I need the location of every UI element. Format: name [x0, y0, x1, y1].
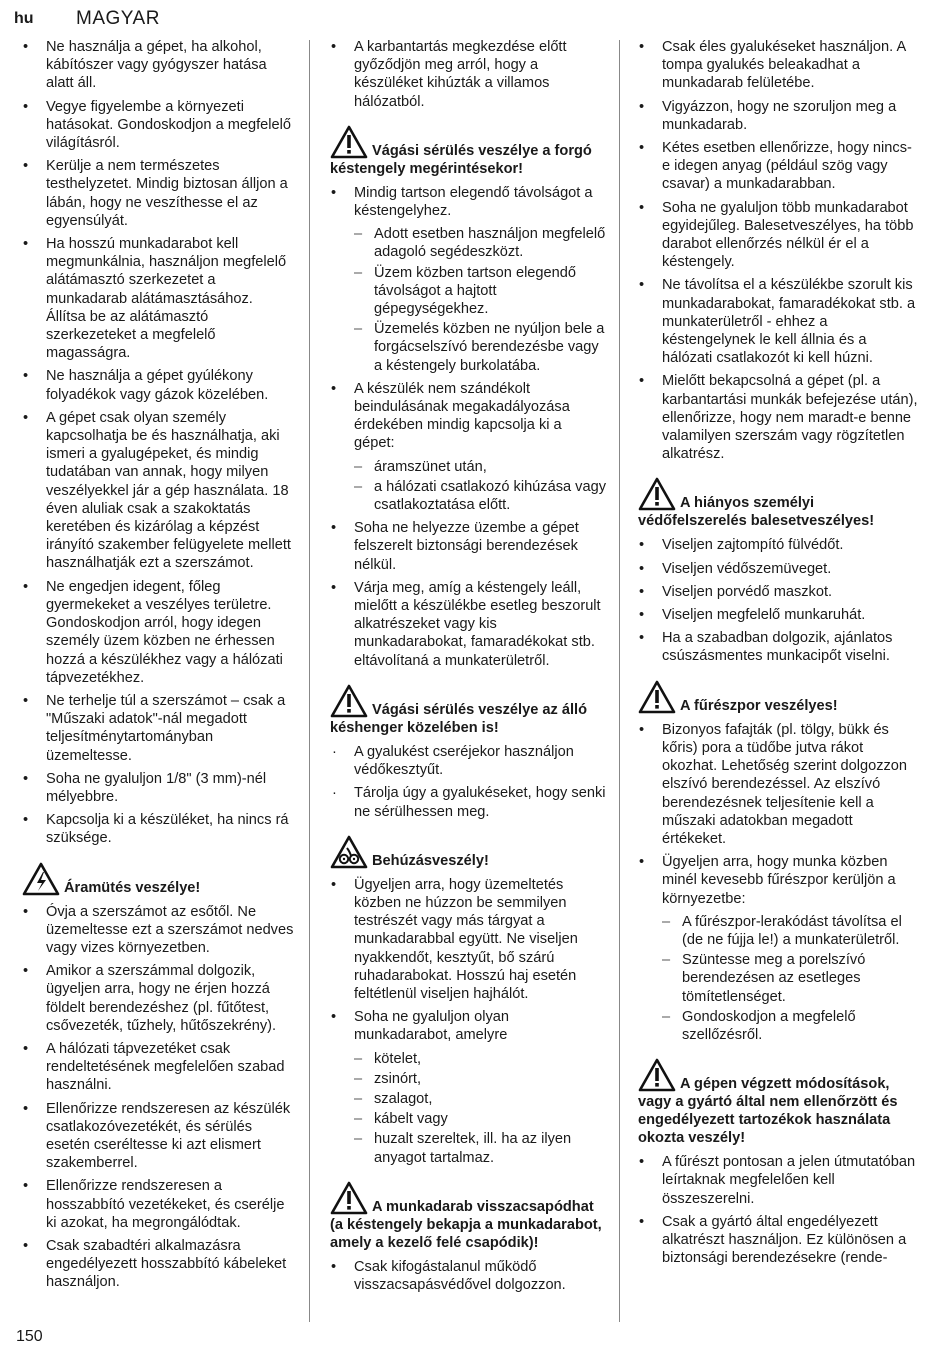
list-item: • Viseljen porvédő maszkot.: [638, 583, 918, 601]
list-item: • Viseljen védőszemüveget.: [638, 560, 918, 578]
list-item: • Csak szabadtéri alkalmazásra engedélyezett hosszabbító kábeleket használjon.: [22, 1237, 294, 1292]
kickback-warning-heading: A munkadarab visszacsapódhat (a késtengely bekapja a munkadarabot, amely a kezelő felé csapódik)!: [330, 1181, 606, 1252]
sub-list-item: – Gondoskodjon a megfelelő szellőzésről.: [638, 1008, 918, 1044]
warning-triangle-icon: [330, 1181, 368, 1215]
sub-list-item: – zsinórt,: [330, 1070, 606, 1088]
sub-list-item: – a hálózati csatlakozó kihúzása vagy csatlakoztatása előtt.: [330, 478, 606, 514]
list-item: • Soha ne gyaluljon több munkadarabot egyidejűleg. Balesetveszélyes, ha több darabot ellenőrzés nélkül ér el a késtengely.: [638, 199, 918, 272]
list-item: • Ha a szabadban dolgozik, ajánlatos csúszásmentes munkacipőt viselni.: [638, 629, 918, 665]
sub-list: [330, 1050, 606, 1167]
list-item: • Ne terhelje túl a szerszámot – csak a "Műszaki adatok"-nál megadott teljesítménytartományban üzemeltesse.: [22, 692, 294, 765]
list-item: • Soha ne gyaluljon 1/8" (3 mm)-nél mélyebbre.: [22, 770, 294, 806]
list-item: • Ellenőrizze rendszeresen a hosszabbító vezetékeket, és cserélje ki azokat, ha megrongálódtak.: [22, 1177, 294, 1232]
warning-triangle-icon: [638, 680, 676, 714]
list-item: • Ügyeljen arra, hogy munka közben minél kevesebb fűrészpor kerüljön a környezetbe:: [638, 853, 918, 908]
electric-hazard-icon: [22, 862, 60, 896]
list-item: • Vigyázzon, hogy ne szoruljon meg a munkadarab.: [638, 98, 918, 134]
sub-list-item: – kábelt vagy: [330, 1110, 606, 1128]
sub-list-item: – Üzem közben tartson elegendő távolságot a hajtott gépegységekhez.: [330, 264, 606, 319]
list-item: • Ne használja a gépet, ha alkohol, kábítószer vagy gyógyszer hatása alatt áll.: [22, 38, 294, 93]
sub-list-item: – Üzemelés közben ne nyúljon bele a forgácselszívó berendezésbe vagy a késtengely burkolatába.: [330, 320, 606, 375]
list-item: • Viseljen megfelelő munkaruhát.: [638, 606, 918, 624]
sub-list-item: – áramszünet után,: [330, 458, 606, 476]
electric-warning-heading: Áramütés veszélye!: [22, 862, 294, 897]
list-item: • Vegye figyelembe a környezeti hatásokat. Gondoskodjon a megfelelő világításról.: [22, 98, 294, 153]
language-name: MAGYAR: [76, 8, 160, 29]
sub-list-item: – A fűrészpor-lerakódást távolítsa el (de ne fújja le!) a munkaterületről.: [638, 913, 918, 949]
list-item: • Csak éles gyalukéseket használjon. A tompa gyalukés beleakadhat a munkadarab felületébe.: [638, 38, 918, 93]
warning-triangle-icon: [330, 684, 368, 718]
list-item: • A fűrészt pontosan a jelen útmutatóban leírtaknak megfelelően kell összeszerelni.: [638, 1153, 918, 1208]
list-item: • Várja meg, amíg a késtengely leáll, mielőtt a készülékbe esetleg beszorult alkatrészeket vagy kis munkadarabokat, famaradékokat stb. eltávolítaná a munkaterületről.: [330, 579, 606, 670]
sub-list: [638, 913, 918, 1044]
list-item: • Amikor a szerszámmal dolgozik, ügyeljen arra, hogy ne érjen hozzá földelt berendezéshez (pl. fűtőtest, csővezeték, tűzhely, hűtőszekrény).: [22, 962, 294, 1035]
sub-list: [330, 458, 606, 515]
column-3: [638, 38, 918, 1272]
list-item: • Óvja a szerszámot az esőtől. Ne üzemeltesse ezt a szerszámot nedves vagy vizes környezetben.: [22, 903, 294, 958]
warning-triangle-icon: [638, 1058, 676, 1092]
modification-warning-heading: A gépen végzett módosítások, vagy a gyártó által nem ellenőrzött és engedélyezett tartozékok használata okozta veszély!: [638, 1058, 918, 1147]
sub-list-item: – Szüntesse meg a porelszívó berendezésen az esetleges tömítetlenséget.: [638, 951, 918, 1006]
standing-shaft-warning-heading: Vágási sérülés veszélye az álló késhenger közelében is!: [330, 684, 606, 737]
list-item: • A készülék nem szándékolt beindulásának megakadályozása érdekében mindig kapcsolja ki a gépet:: [330, 380, 606, 453]
sub-list-item: – szalagot,: [330, 1090, 606, 1108]
ppe-warning-heading: A hiányos személyi védőfelszerelés balesetveszélyes!: [638, 477, 918, 530]
list-item: • Ne távolítsa el a készülékbe szorult kis munkadarabokat, famaradékokat stb. a munkaterületről - ehhez a késtengelynek le kell állnia és a hálózati csatlakozót ki kell húzni.: [638, 276, 918, 367]
pull-in-warning-heading: Behúzásveszély!: [330, 835, 606, 870]
list-item: • A karbantartás megkezdése előtt győződjön meg arról, hogy a készüléket kihúzták a villamos hálózatból.: [330, 38, 606, 111]
warning-triangle-icon: [330, 125, 368, 159]
list-item: • Mindig tartson elegendő távolságot a késtengelyhez.: [330, 184, 606, 220]
language-code: hu: [14, 10, 34, 27]
list-item: • Kétes esetben ellenőrizze, hogy nincs-e idegen anyag (például szög vagy csavar) a munkadarabban.: [638, 139, 918, 194]
list-item: • A gépet csak olyan személy kapcsolhatja be és használhatja, aki ismeri a gyalugépeket, és mindig tudatában van annak, hogy milyen veszélyekkel jár a gép használata. 18 éven aluliak csak a szakoktatás keretében és kizárólag a képzést irányító szakember felügyelete mellett használhatják ezt a szerszámot.: [22, 409, 294, 573]
sub-list-item: – kötelet,: [330, 1050, 606, 1068]
list-item: · A gyalukést cseréjekor használjon védőkesztyűt.: [330, 743, 606, 779]
list-item: • Ellenőrizze rendszeresen az készülék csatlakozóvezetékét, és sérülés esetén cseréltesse ki azt elismert szakemberrel.: [22, 1100, 294, 1173]
sub-list-item: – huzalt szereltek, ill. ha az ilyen anyagot tartalmaz.: [330, 1130, 606, 1166]
list-item: • Soha ne helyezze üzembe a gépet felszerelt biztonsági berendezések nélkül.: [330, 519, 606, 574]
list-item: • Ha hosszú munkadarabot kell megmunkálnia, használjon megfelelő alátámasztó szerkezetet a munkadarab alátámasztásához. Állítsa be az alátámasztó szerkezeteket a megfelelő magasságra.: [22, 235, 294, 362]
entanglement-hazard-icon: [330, 835, 368, 869]
column-2: [330, 38, 606, 1299]
list-item: · Tárolja úgy a gyalukéseket, hogy senki ne sérülhessen meg.: [330, 784, 606, 820]
warning-triangle-icon: [638, 477, 676, 511]
list-item: • Kerülje a nem természetes testhelyzetet. Mindig biztosan álljon a lábán, hogy ne veszíthesse el az egyensúlyát.: [22, 157, 294, 230]
list-item: • Ne engedjen idegent, főleg gyermekeket a veszélyes területre. Gondoskodjon arról, hogy idegen személy üzem közben ne érhessen hozzá a készülékhez vagy a hálózati tápvezetékhez.: [22, 578, 294, 687]
list-item: • Bizonyos fafajták (pl. tölgy, bükk és kőris) pora a tüdőbe jutva rákot okozhat. Lehetőség szerint dolgozzon elszívó berendezéssel. Az elszívó berendezésnek teljesítenie kell a műszaki adatokban megadott értékeket.: [638, 721, 918, 848]
list-item: • Kapcsolja ki a készüléket, ha nincs rá szüksége.: [22, 811, 294, 847]
list-item: • Csak kifogástalanul működő visszacsapásvédővel dolgozzon.: [330, 1258, 606, 1294]
list-item: • Ne használja a gépet gyúlékony folyadékok vagy gázok közelében.: [22, 367, 294, 403]
page-number: 150: [16, 1328, 43, 1345]
rotating-shaft-warning-heading: Vágási sérülés veszélye a forgó késtengely megérintésekor!: [330, 125, 606, 178]
list-item: • A hálózati tápvezetéket csak rendeltetésének megfelelően szabad használni.: [22, 1040, 294, 1095]
column-1: [22, 38, 294, 1297]
sub-list-item: – Adott esetben használjon megfelelő adagoló segédeszközt.: [330, 225, 606, 261]
list-item: • Csak a gyártó által engedélyezett alkatrészt használjon. Ez különösen a biztonsági berendezésekre (rende-: [638, 1213, 918, 1268]
column-divider: [309, 40, 310, 1322]
sub-list: [330, 225, 606, 375]
list-item: • Soha ne gyaluljon olyan munkadarabot, amelyre: [330, 1008, 606, 1044]
column-divider: [619, 40, 620, 1322]
list-item: • Ügyeljen arra, hogy üzemeltetés közben ne húzzon be semmilyen testrészét vagy más tárgyat a munkadarabbal együtt. Ne viseljen nyakkendőt, kesztyűt, bő szárú ruhadarabokat. Hosszú haj esetén feltétlenül viseljen hajhálót.: [330, 876, 606, 1003]
sawdust-warning-heading: A fűrészpor veszélyes!: [638, 680, 918, 715]
list-item: • Mielőtt bekapcsolná a gépet (pl. a karbantartási munkák befejezése után), ellenőrizze, hogy nem maradt-e benne valamilyen szerszám vagy rögzítetlen alkatrész.: [638, 372, 918, 463]
list-item: • Viseljen zajtompító fülvédőt.: [638, 536, 918, 554]
